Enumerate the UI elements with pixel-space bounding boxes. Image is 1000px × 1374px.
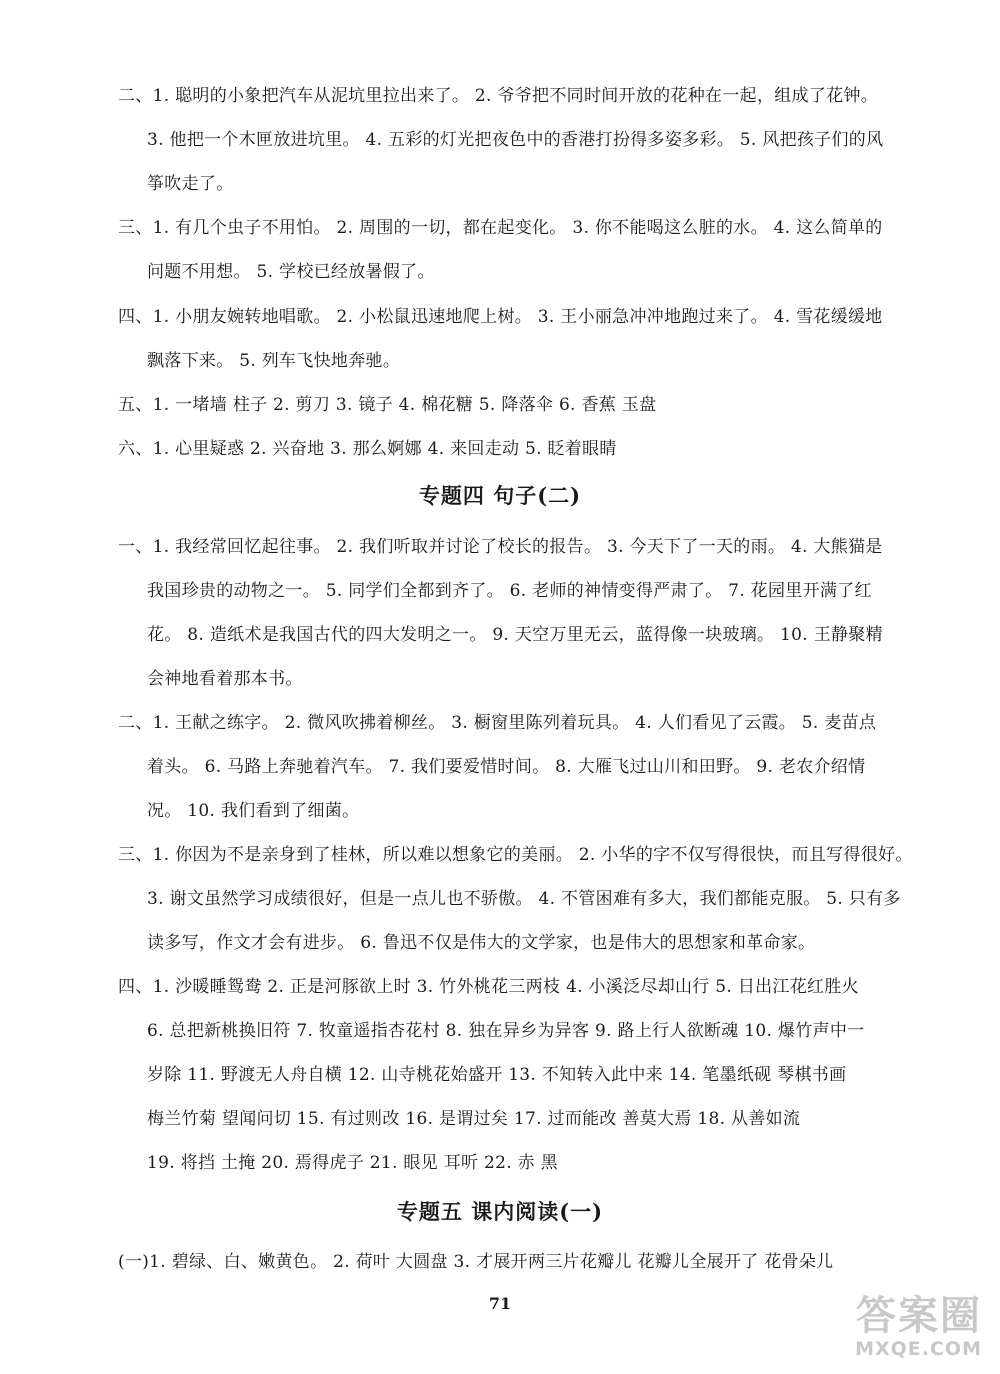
text-line: 3. 谢文虽然学习成绩很好，但是一点儿也不骄傲。 4. 不管困难有多大，我们都能克服。 5. 只有多 [147,889,901,909]
section-heading: 专题四 句子(二) [418,483,582,508]
text-line: 二、1. 聪明的小象把汽车从泥坑里拉出来了。 2. 爷爷把不同时间开放的花种在一起，组成了花钟。 [118,86,879,106]
text-line: 飘落下来。 5. 列车飞快地奔驰。 [147,351,401,371]
text-line: 19. 将挡 土掩 20. 焉得虎子 21. 眼见 耳听 22. 赤 黑 [147,1153,558,1173]
text-line: 我国珍贵的动物之一。 5. 同学们全都到齐了。 6. 老师的神情变得严肃了。 7. 花园里开满了红 [147,581,872,601]
text-line: 五、1. 一堵墙 柱子 2. 剪刀 3. 镜子 4. 棉花糖 5. 降落伞 6. 香蕉 玉盘 [118,395,657,415]
text-line: 三、1. 你因为不是亲身到了桂林，所以难以想象它的美丽。 2. 小华的字不仅写得很快，而且写得很好。 [118,845,913,865]
text-line: 筝吹走了。 [147,174,234,194]
watermark-url: MXQE.COM [855,1338,982,1360]
text-line: 读多写，作文才会有进步。 6. 鲁迅不仅是伟大的文学家，也是伟大的思想家和革命家。 [147,933,816,953]
text-line: 岁除 11. 野渡无人舟自横 12. 山寺桃花始盛开 13. 不知转入此中来 14. 笔墨纸砚 琴棋书画 [147,1065,847,1085]
text-line: 梅兰竹菊 望闻问切 15. 有过则改 16. 是谓过矣 17. 过而能改 善莫大焉 18. 从善如流 [147,1109,801,1129]
text-line: 四、1. 小朋友婉转地唱歌。 2. 小松鼠迅速地爬上树。 3. 王小丽急冲冲地跑过来了。 4. 雪花缓缓地 [118,307,883,327]
page-number: 71 [488,1294,512,1313]
text-line: 6. 总把新桃换旧符 7. 牧童遥指杏花村 8. 独在异乡为异客 9. 路上行人欲断魂 10. 爆竹声中一 [147,1021,865,1041]
text-line: 花。 8. 造纸术是我国古代的四大发明之一。 9. 天空万里无云，蓝得像一块玻璃。 10. 王静聚精 [147,625,883,645]
text-line: 一、1. 我经常回忆起往事。 2. 我们听取并讨论了校长的报告。 3. 今天下了一天的雨。 4. 大熊猫是 [118,537,883,557]
text-line: 会神地看着那本书。 [147,669,303,689]
text-line: 况。 10. 我们看到了细菌。 [147,801,360,821]
text-line: 二、1. 王献之练字。 2. 微风吹拂着柳丝。 3. 橱窗里陈列着玩具。 4. 人们看见了云霞。 5. 麦苗点 [118,713,877,733]
text-line: 六、1. 心里疑惑 2. 兴奋地 3. 那么婀娜 4. 来回走动 5. 眨着眼睛 [118,439,617,459]
watermark-logo [812,1294,982,1364]
text-line: 四、1. 沙暖睡鸳鸯 2. 正是河豚欲上时 3. 竹外桃花三两枝 4. 小溪泛尽却山行 5. 日出江花红胜火 [118,977,859,997]
watermark-title: 答案圈 [856,1293,982,1339]
text-line: 三、1. 有几个虫子不用怕。 2. 周围的一切，都在起变化。 3. 你不能喝这么脏的水。 4. 这么简单的 [118,218,883,238]
text-line: 着头。 6. 马路上奔驰着汽车。 7. 我们要爱惜时间。 8. 大雁飞过山川和田野。 9. 老农介绍情 [147,757,866,777]
section-heading: 专题五 课内阅读(一) [396,1199,604,1224]
text-line: 3. 他把一个木匣放进坑里。 4. 五彩的灯光把夜色中的香港打扮得多姿多彩。 5. 风把孩子们的风 [147,130,884,150]
text-line: (一)1. 碧绿、白、嫩黄色。 2. 荷叶 大圆盘 3. 才展开两三片花瓣儿 花瓣儿全展开了 花骨朵儿 [118,1252,834,1272]
text-line: 问题不用想。 5. 学校已经放暑假了。 [147,262,435,282]
